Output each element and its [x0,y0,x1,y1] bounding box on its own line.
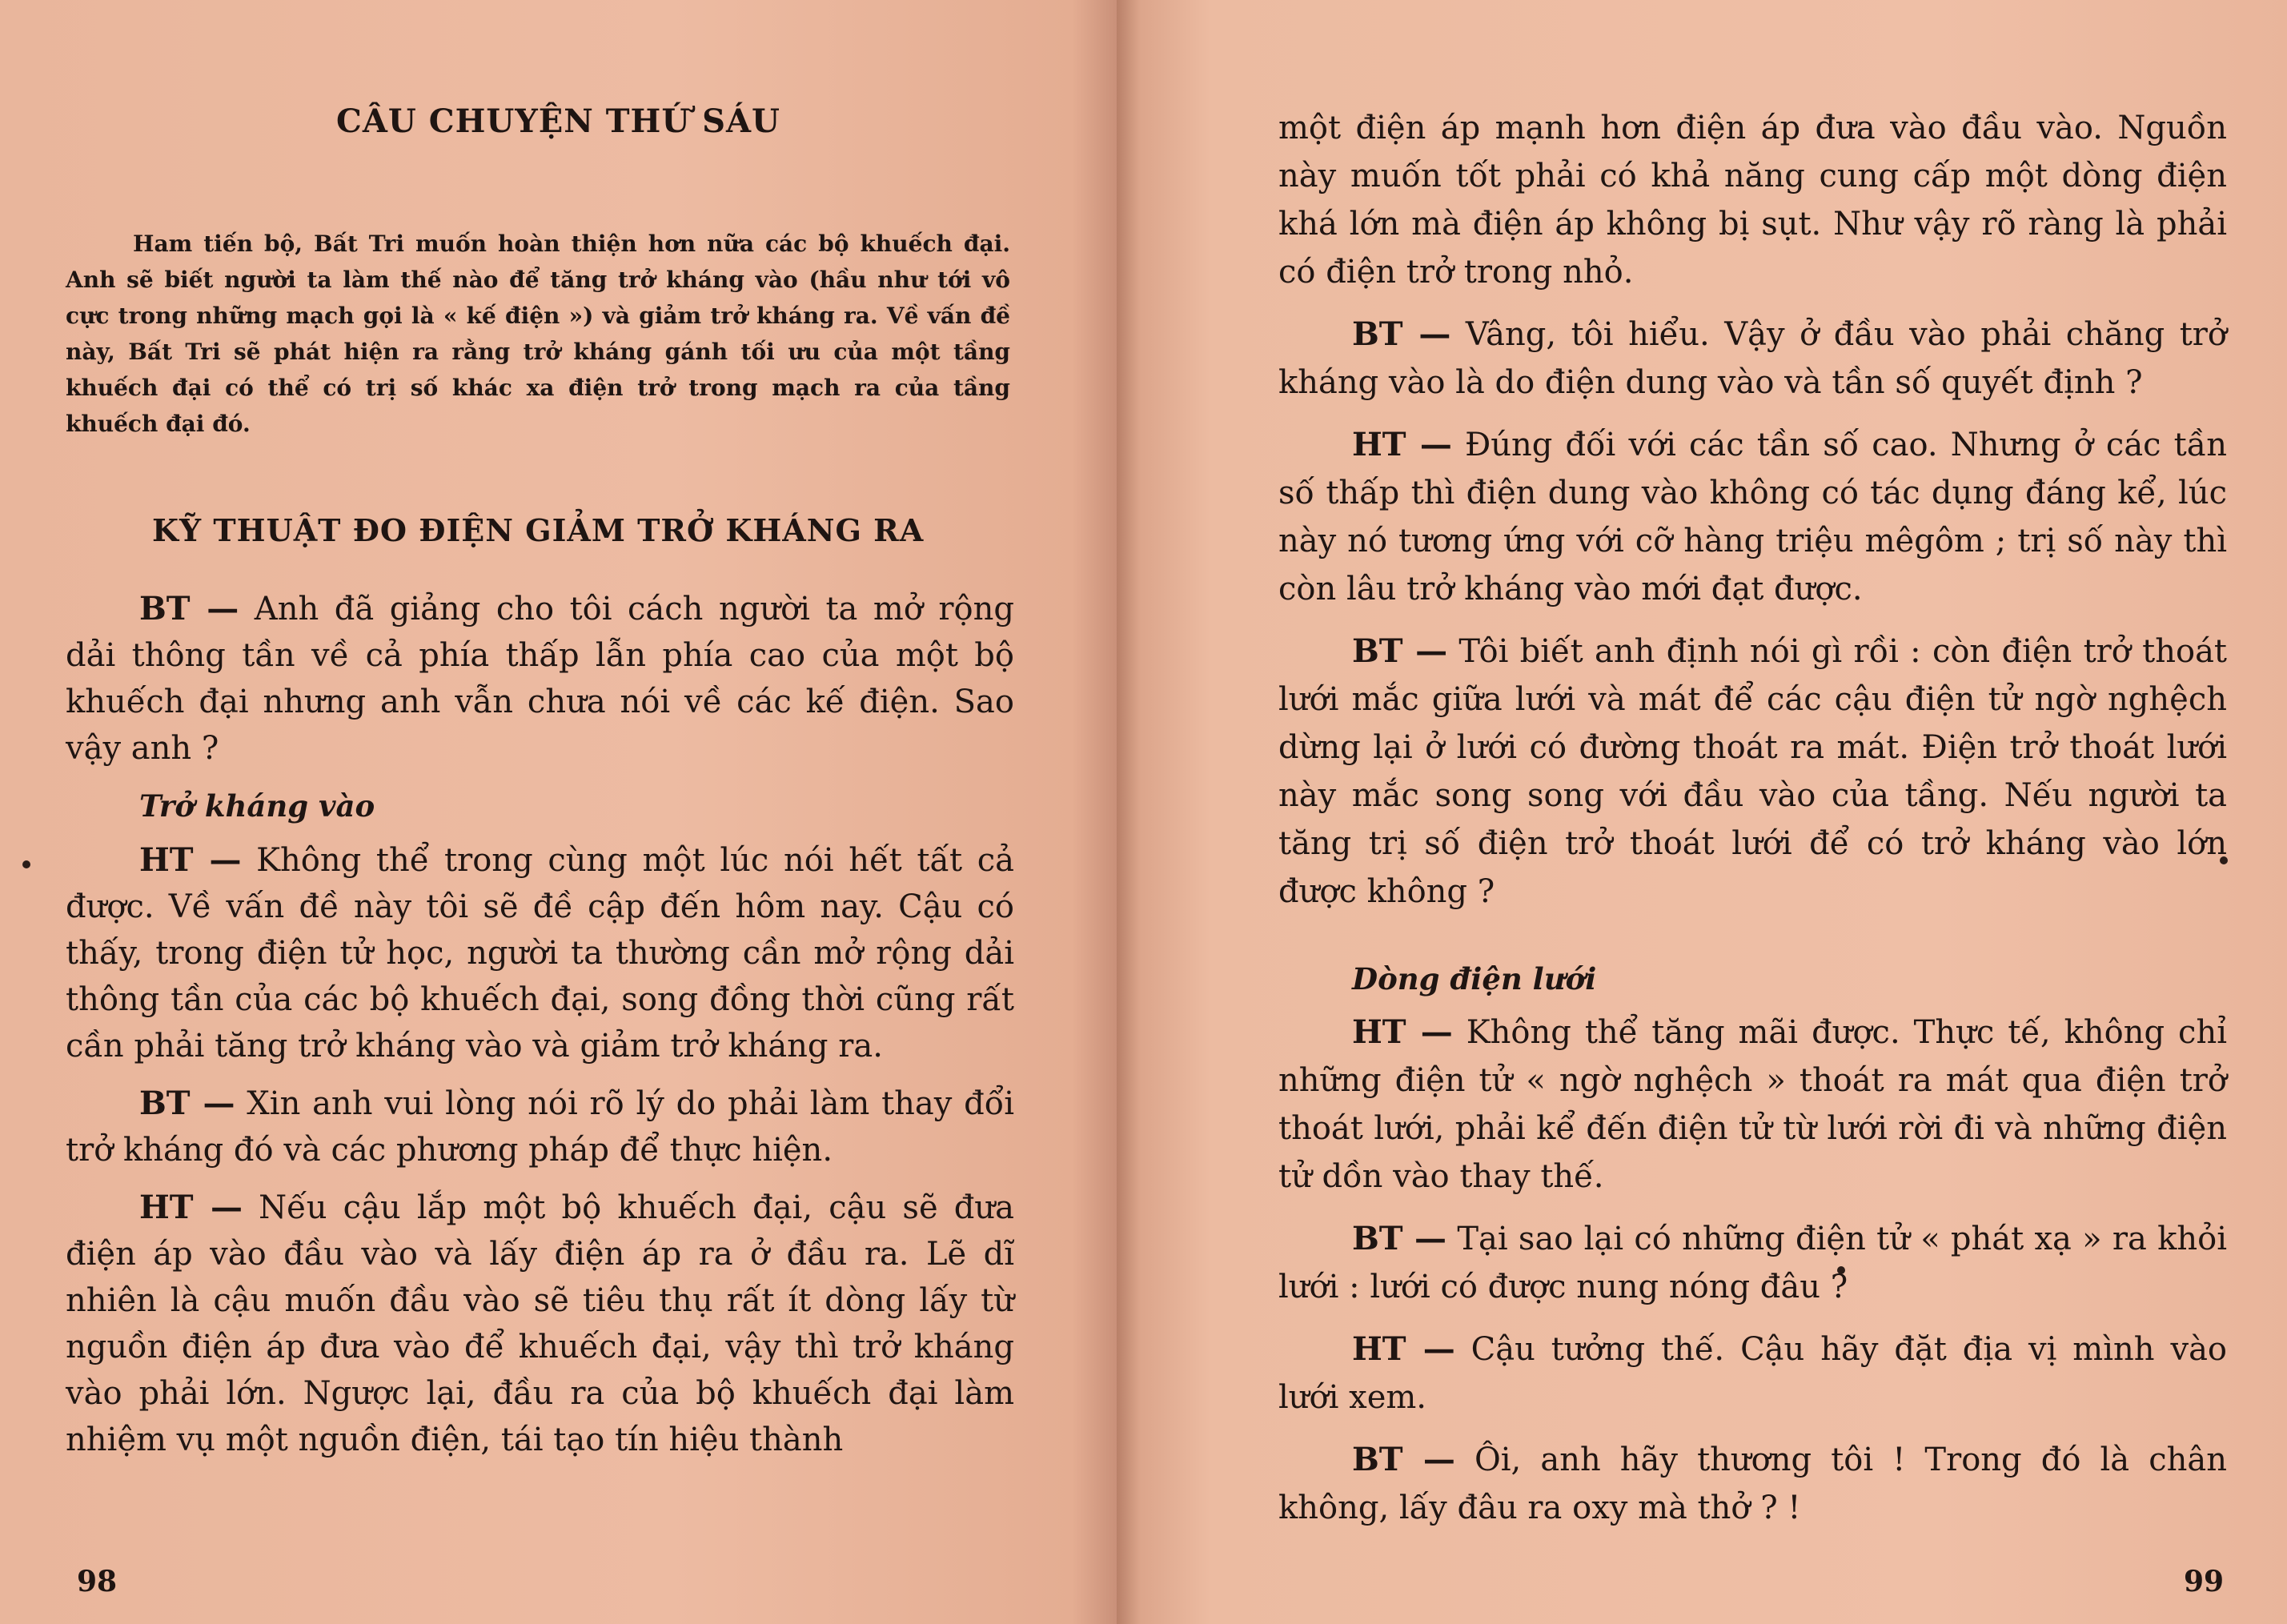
dialogue-paragraph [1278,1325,2227,1422]
dialogue-paragraph [1278,1436,2227,1532]
subheading: Trở kháng vào [139,788,375,824]
left-body [66,586,1014,1474]
dialogue-paragraph [66,837,1014,1069]
page-number-left: 98 [77,1565,118,1598]
left-page [0,0,1117,1624]
dialogue-text: Cậu tưởng thế. Cậu hãy đặt địa vị mình vào lưới xem. [1278,1331,2228,1416]
dialogue-paragraph [66,586,1014,772]
speaker-label: HT — [1352,1013,1453,1051]
dialogue-text: Xin anh vui lòng nói rõ lý do phải làm thay đổi trở kháng đó và các phương pháp để thực hiện. [66,1085,1015,1169]
subheading: Dòng điện lưới [1352,961,1597,996]
dialogue-text: Nếu cậu lắp một bộ khuếch đại, cậu sẽ đưa điện áp vào đầu vào và lấy điện áp ra ở đầu ra. Lẽ dĩ nhiên là cậu muốn đầu vào sẽ tiêu thụ rất ít dòng lấy từ nguồn điện áp đưa vào để khuếch đại, vậy thì trở kháng vào phải lớn. Ngược lại, đầu ra của bộ khuếch đại làm nhiệm vụ một nguồn điện, tái tạo tín hiệu thành [66,1189,1014,1458]
ink-speck [22,860,30,868]
dialogue-text: Vâng, tôi hiểu. Vậy ở đầu vào phải chăng trở kháng vào là do điện dung vào và tần số quyết định ? [1278,316,2228,401]
dialogue-text: Anh đã giảng cho tôi cách người ta mở rộng dải thông tần về cả phía thấp lẫn phía cao của một bộ khuếch đại nhưng anh vẫn chưa nói về các kế điện. Sao vậy anh ? [66,591,1014,767]
dialogue-paragraph [66,1185,1014,1463]
speaker-label: BT — [139,1085,235,1122]
speaker-label: HT — [1352,1330,1455,1368]
speaker-label: HT — [1352,426,1452,463]
dialogue-text: Không thể trong cùng một lúc nói hết tất cả được. Về vấn đề này tôi sẽ đề cập đến hôm nay. Cậu có thấy, trong điện tử học, người ta thường cần mở rộng dải thông tần của các bộ khuếch đại, song đồng thời cũng rất cần phải tăng trở kháng vào và giảm trở kháng ra. [66,842,1014,1065]
page-number-right: 99 [2184,1565,2225,1598]
speaker-label: HT — [139,1189,243,1226]
continued-paragraph: một điện áp mạnh hơn điện áp đưa vào đầu vào. Nguồn này muốn tốt phải có khả năng cung cấp một dòng điện khá lớn mà điện áp không bị sụt. Như vậy rõ ràng là phải có điện trở trong nhỏ. [1278,110,2227,291]
dialogue-text: Đúng đối với các tần số cao. Nhưng ở các tần số thấp thì điện dung vào không có tác dụng đáng kể, lúc này nó tương ứng với cỡ hàng triệu mêgôm ; trị số này thì còn lâu trở kháng vào mới đạt được. [1278,427,2228,607]
dialogue-paragraph [1278,1008,2227,1201]
speaker-label: BT — [139,590,239,628]
right-body [1278,104,2227,1546]
dialogue-paragraph [1278,311,2227,407]
speaker-label: BT — [1352,1220,1447,1257]
dialogue-text: Không thể tăng mãi được. Thực tế, không chỉ những điện tử « ngờ nghệch » thoát ra mát qua điện trở thoát lưới, phải kể đến điện tử từ lưới rời đi và những điện tử dồn vào thay thế. [1278,1014,2228,1195]
dialogue-text: Tôi biết anh định nói gì rồi : còn điện trở thoát lưới mắc giữa lưới và mát để các cậu điện tử ngờ nghệch dừng lại ở lưới có đường thoát ra mát. Điện trở thoát lưới này mắc song song với đầu vào của tầng. Nếu người ta tăng trị số điện trở thoát lưới để có trở kháng vào lớn được không ? [1278,633,2228,910]
chapter-title: CÂU CHUYỆN THỨ SÁU [336,102,780,140]
chapter-intro: Ham tiến bộ, Bất Tri muốn hoàn thiện hơn nữa các bộ khuếch đại. Anh sẽ biết người ta làm thế nào để tăng trở kháng vào (hầu như tới vô cực trong những mạch gọi là « kế điện ») và giảm trở kháng ra. Về vấn đề này, Bất Tri sẽ phát hiện ra rằng trở kháng gánh tối ưu của một tầng khuếch đại có thể có trị số khác xa điện trở trong mạch ra của tầng khuếch đại đó. [66,231,1010,437]
dialogue-text: Ôi, anh hãy thương tôi ! Trong đó là chân không, lấy đâu ra oxy mà thở ? ! [1278,1442,2228,1526]
dialogue-paragraph [1278,421,2227,613]
section-title: KỸ THUẬT ĐO ĐIỆN GIẢM TRỞ KHÁNG RA [152,512,925,548]
speaker-label: HT — [139,841,242,879]
speaker-label: BT — [1352,1441,1455,1478]
speaker-label: BT — [1352,632,1448,670]
dialogue-paragraph [66,1081,1014,1173]
dialogue-paragraph [1278,628,2227,916]
speaker-label: BT — [1352,315,1451,353]
dialogue-text: Tại sao lại có những điện tử « phát xạ » ra khỏi lưới : lưới có được nung nóng đâu ? [1278,1221,2228,1305]
dialogue-paragraph [1278,1215,2227,1311]
